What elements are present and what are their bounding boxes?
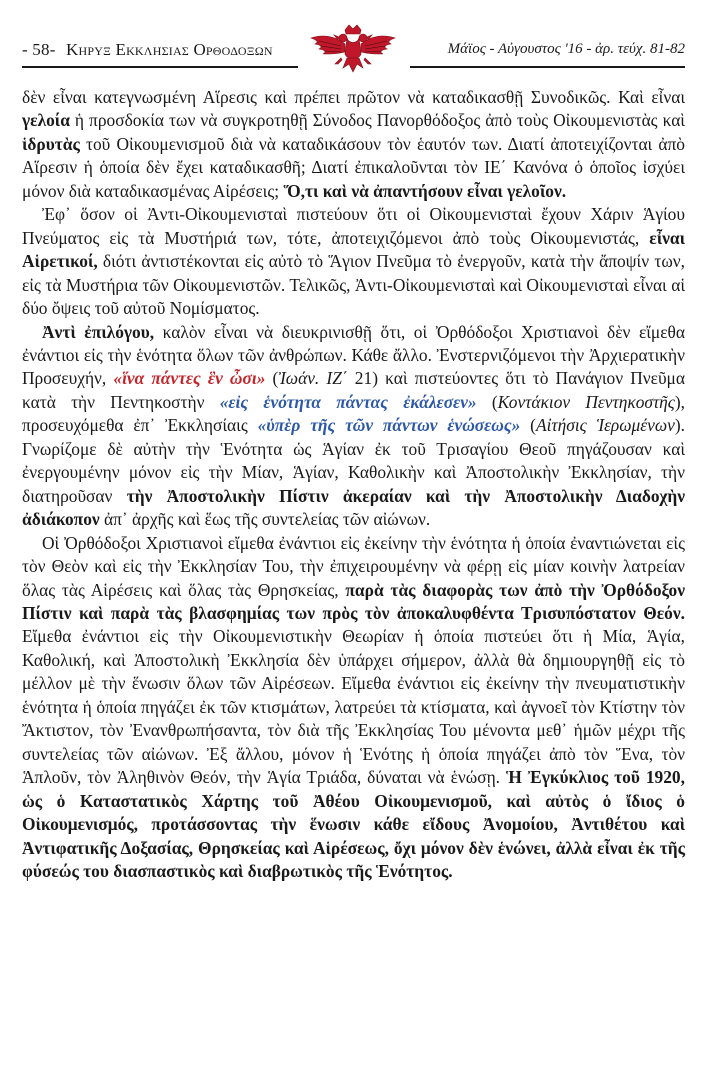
paragraph xyxy=(22,532,685,884)
text-span: Εἴμεθα ἐνάντιοι εἰς τὴν Οἰκουμενιστικὴν Θεωρίαν ἡ ὁποία πιστεύει ὅτι ἡ Μία, Ἁγία, Καθολική, καὶ Ἀποστολικὴ Ἐκκλησία δὲν ὑπάρχει σήμερον, ἀλλὰ θὰ δημιουργηθῇ εἰς τὸ μέλλον μὲ τὴν ἕνωσιν ὅλων τῶν Αἱρέσεων. Εἴμεθα ἐνάντιοι εἰς ἐκείνην τὴν πνευματιστικὴν ἑνότητα ἡ ὁποία πηγάζει ἐκ τῶν κτισμάτων, λατρεύει τὰ κτίσματα, καὶ ἀγνοεῖ τὸν Κτίστην τὸν Ἄκτιστον, τὸν Ἐνανθρωπήσαντα, τὸν διὰ τῆς Ἐκκλησίας Του μένοντα μεθ᾽ ἡμῶν μέχρι τῆς συντελείας τῶν αἰώνων. Ἐξ ἄλλου, μόνον ἡ Ἑνότης ἡ ὁποία πηγάζει ἀπὸ τὸν Ἕνα, τὸν Ἁπλοῦν, τὸν Ἀληθινὸν Θεόν, τὴν Ἁγία Τριάδα, δύναται νὰ ἑνώσῃ. xyxy=(22,626,685,788)
text-span: καλὸν εἶναι νὰ διευκρινισθῇ ὅτι, οἱ Ὀρθόδοξοι Χριστιανοὶ δὲν εἴμεθα ἐνάντιοι εἰς τὴν ἑνότητα ὅλων τῶν ἀνθρώπων. Κάθε ἄλλο. Ἐνστερνιζόμενοι τὴν Ἀρχιερατικὴν Προσευχήν, xyxy=(22,321,685,389)
emphasis-span: Ἡ Ἐγκύκλιος τοῦ 1920, ὡς ὁ Καταστατικὸς Χάρτης τοῦ Ἀθέου Οἰκουμενισμοῦ, καὶ αὐτὸς ὁ ἴδιος ὁ Οἰκουμενισμός, προτάσσοντας τὴν ἕνωσιν κάθε εἴδους Ἀνομοίου, Ἀντιθέτου καὶ Ἀντιφατικῆς Δοξασίας, Θρησκείας καὶ Αἱρέσεως, ὄχι μόνον δὲν ἑνώνει, ἀλλὰ εἶναι ἐκ τῆς φύσεώς του διασπαστικὸς καὶ διαβρωτικὸς τῆς Ἑνότητος. xyxy=(22,767,685,881)
emphasis-span: παρὰ τὰς διαφορὰς των ἀπὸ τὴν Ὀρθόδοξον Πίστιν καὶ παρὰ τὰς βλασφημίας των πρὸς τὸν ἀποκαλυφθέντα Τρισυπόστατον Θεόν. xyxy=(22,579,686,623)
emphasis-span: Αἰτήσις Ἱερωμένων xyxy=(535,415,675,436)
issue-info: Μάϊος - Αὐγουστος '16 - ἀρ. τεύχ. 81-82 xyxy=(447,41,685,57)
text-span: διότι ἀντιστέκονται εἰς αὐτὸ τὸ Ἅγιον Πνεῦμα τὸ ἐνεργοῦν, κατὰ τὴν ἄποψίν των, εἰς τὰ Μυστήρια τῶν Οἰκουμενιστῶν. Τελικῶς, Ἀντι-Οἰκουμενισταὶ καὶ Οἰκουμενισταὶ εἶναι αἱ δύο ὄψεις τοῦ αὐτοῦ Νομίσματος. xyxy=(22,251,685,319)
page-header xyxy=(22,30,685,78)
publication-title: Κηρυξ Εκκλησιας Ορθοδοξων xyxy=(66,40,273,59)
emphasis-span: «ἵνα πάντες ἓν ὦσι» xyxy=(113,368,266,389)
header-rule-left xyxy=(22,66,298,68)
text-span: Ἐφ᾽ ὅσον οἱ Ἀντι-Οἰκουμενισταὶ πιστεύουν ὅτι οἱ Οἰκουμενισταὶ ἔχουν Χάριν Ἁγίου Πνεύματος εἰς τὰ Μυστήριά των, τότε, ἀποτειχιζόμενοι ἀπὸ τοὺς Οἰκουμενιστάς, xyxy=(22,204,685,248)
header-left xyxy=(22,40,273,60)
emphasis-span: ἱδρυτὰς xyxy=(22,133,80,154)
text-span: Οἱ Ὀρθόδοξοι Χριστιανοὶ εἴμεθα ἐνάντιοι εἰς ἐκείνην τὴν ἑνότητα ἡ ὁποία ἐναντιώνεται εἰς τὸν Θεὸν καὶ εἰς τὴν Ἐκκλησίαν Του, τὴν ἐπιχειρουμένην νὰ φέρῃ εἰς μίαν κοινὴν λατρείαν ὅλας τὰς Αἱρέσεις καὶ ὅλας τὰς Θρησκείας, xyxy=(22,532,685,600)
text-span: ). Γνωρίζομε δὲ αὐτὴν τὴν Ἑνότητα ὡς Ἁγίαν ἐκ τοῦ Τρισαγίου Θεοῦ πηγάζουσαν καὶ ἐνεργουμένην μόνον εἰς τὴν Μίαν, Ἁγίαν, Καθολικὴν καὶ Ἀποστολικὴν Ἐκκλησίαν, τὴν διατηροῦσαν xyxy=(22,415,685,506)
emphasis-span: εἶναι Αἱρετικοί, xyxy=(22,227,685,272)
paragraph xyxy=(22,203,685,320)
text-span: ( xyxy=(265,368,279,389)
page-number: - 58- xyxy=(22,40,56,59)
text-span: ἡ προσδοκία των νὰ συγκροτηθῇ Σύνοδος Πανορθόδοξος ἀπὸ τοὺς Οἰκουμενιστὰς καὶ xyxy=(69,110,685,131)
emphasis-span: Ἀντὶ ἐπιλόγου, xyxy=(42,321,155,342)
emphasis-span: Ἰωάν. ΙΖ΄ xyxy=(278,368,348,389)
text-span: ), προσευχόμεθα ἐπ᾽ Ἐκκλησίαις xyxy=(22,391,686,436)
text-span: ( xyxy=(476,391,498,412)
emphasis-span: Ὅ,τι καὶ νὰ ἀπαντήσουν εἶναι γελοῖον. xyxy=(283,180,567,201)
paragraph xyxy=(22,86,685,203)
emphasis-span: «εἰς ἑνότητα πάντας ἐκάλεσεν» xyxy=(219,391,477,412)
text-span: δὲν εἶναι κατεγνωσμένη Αἵρεσις καὶ πρέπει πρῶτον νὰ καταδικασθῇ Συνοδικῶς. Καὶ εἶναι xyxy=(22,87,685,107)
text-span: ἀπ᾽ ἀρχῆς καὶ ἕως τῆς συντελείας τῶν αἰώνων. xyxy=(99,509,431,530)
header-rule-right xyxy=(410,66,685,68)
double-headed-eagle-icon xyxy=(307,24,399,76)
text-span: τοῦ Οἰκουμενισμοῦ διὰ νὰ καταδικάσουν τὸν ἑαυτόν των. Διατί ἀποτειχίζονται ἀπὸ Αἵρεσιν ἡ ὁποία δὲν ἔχει καταδικασθῆ; Διατί ἐπικαλοῦνται τὸν ΙΕ΄ Κανόνα ὁ ὁποῖος ἰσχύει μόνον διὰ καταδικασμένας Αἱρέσεις; xyxy=(22,133,685,201)
emphasis-span: Κοντάκιον Πεντηκοστῆς xyxy=(497,391,675,412)
paragraph xyxy=(22,321,685,532)
emphasis-span: «ὑπὲρ τῆς τῶν πάντων ἑνώσεως» xyxy=(257,415,521,436)
text-span: 21) καὶ πιστεύοντες ὅτι τὸ Πανάγιον Πνεῦμα κατὰ τὴν Πεντηκοστὴν xyxy=(22,368,685,412)
article-body xyxy=(22,86,685,883)
emphasis-span: γελοία xyxy=(22,110,70,131)
text-span: ( xyxy=(520,415,536,436)
emphasis-span: τὴν Ἀποστολικὴν Πίστιν ἀκεραίαν καὶ τὴν Ἀποστολικὴν Διαδοχὴν ἀδιάκοπον xyxy=(22,485,686,530)
